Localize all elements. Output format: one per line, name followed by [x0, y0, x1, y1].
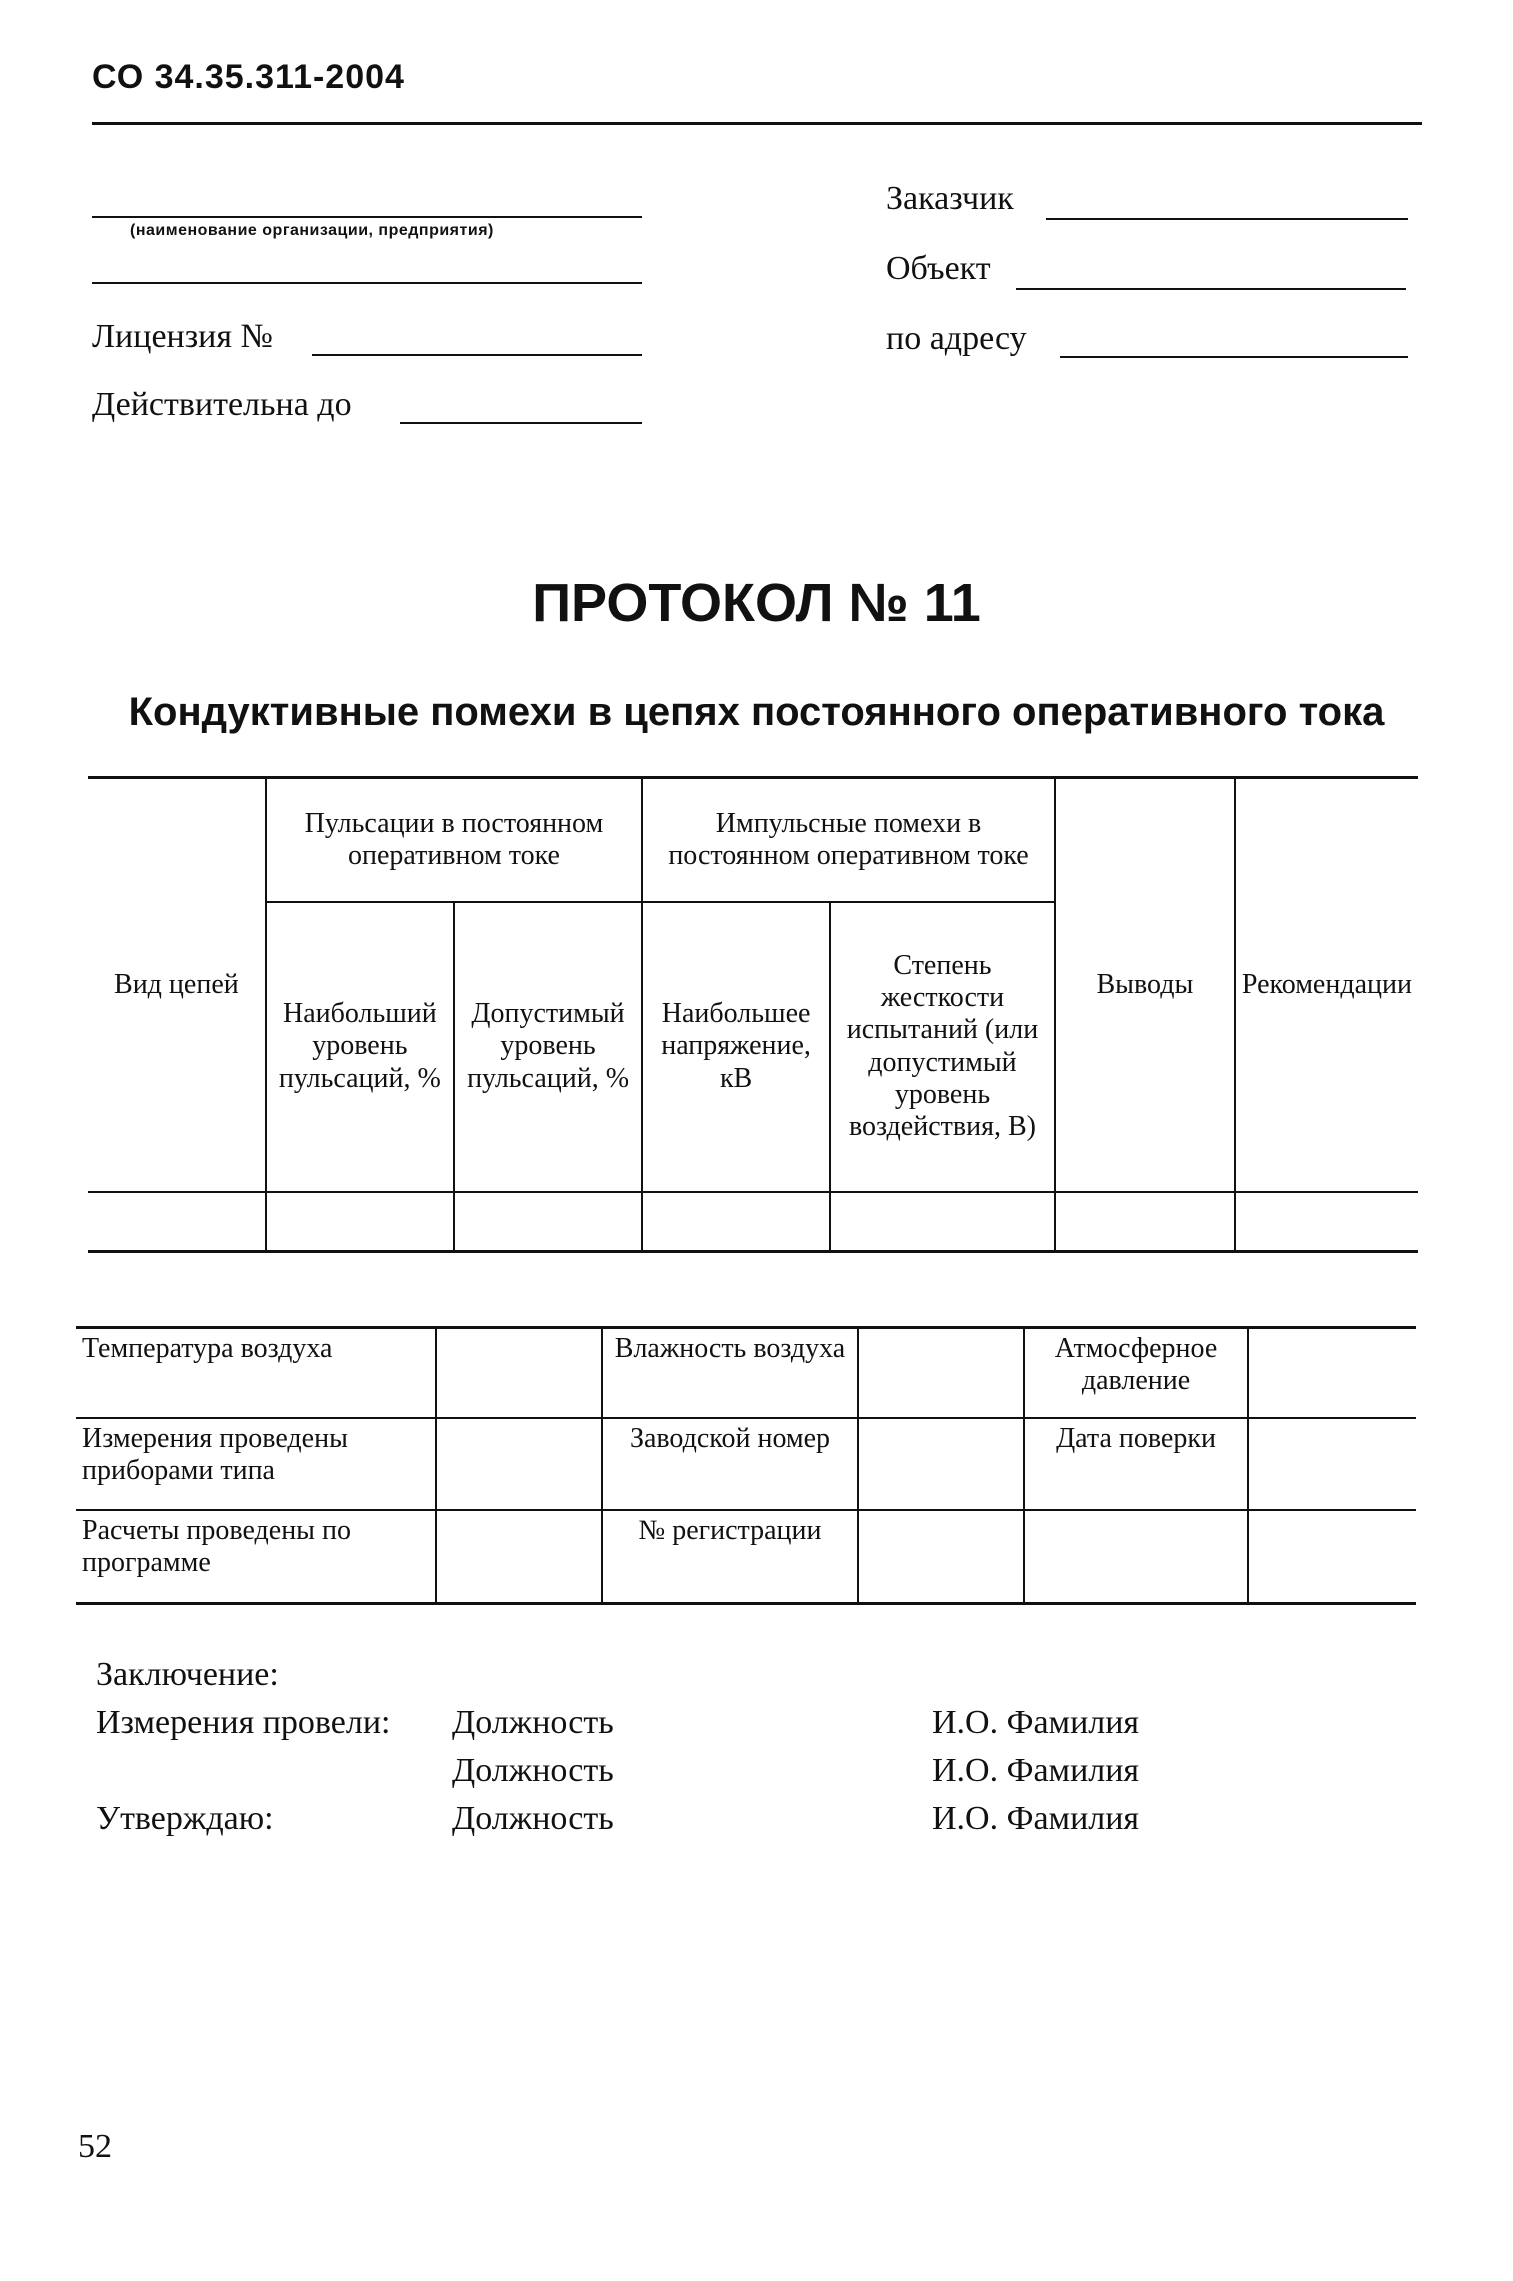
conclusion-label: Заключение:	[96, 1656, 279, 1693]
instruments-label: Измерения проведены приборами типа	[76, 1418, 436, 1510]
protocol-subtitle: Кондуктивные помехи в цепях постоянного оперативного тока	[128, 690, 1385, 734]
humidity-value	[858, 1328, 1024, 1418]
customer-line	[1046, 218, 1408, 220]
position-2: Должность	[452, 1752, 614, 1789]
table-cell	[88, 1192, 266, 1252]
license-line	[312, 354, 642, 356]
col-allowed-ripple: Допустимый уровень пульсаций, %	[454, 902, 642, 1192]
registration-label: № регистрации	[602, 1510, 858, 1604]
address-line	[1060, 356, 1408, 358]
calc-program-label: Расчеты проведены по программе	[76, 1510, 436, 1604]
valid-until-line	[400, 422, 642, 424]
serial-number-label: Заводской номер	[602, 1418, 858, 1510]
col-circuit-type: Вид цепей	[88, 778, 266, 1192]
pressure-label: Атмосферное давление	[1024, 1328, 1248, 1418]
position-1: Должность	[452, 1704, 614, 1741]
calc-program-value	[436, 1510, 602, 1604]
approve-label: Утверждаю:	[96, 1800, 274, 1837]
table-cell	[1248, 1510, 1416, 1604]
org-name-line	[92, 216, 642, 218]
col-severity: Степень жесткости испытаний (или допустимый уровень воздействия, В)	[830, 902, 1055, 1192]
name-3: И.О. Фамилия	[932, 1800, 1140, 1837]
table-cell	[1024, 1510, 1248, 1604]
table-cell	[1055, 1192, 1235, 1252]
valid-until-label: Действительна до	[92, 386, 352, 423]
table-cell	[266, 1192, 454, 1252]
registration-value	[858, 1510, 1024, 1604]
org-name-line-2	[92, 282, 642, 284]
air-temperature-value	[436, 1328, 602, 1418]
col-recommendations: Рекомендации	[1235, 778, 1418, 1192]
conditions-table	[76, 1326, 1416, 1605]
col-conclusions: Выводы	[1055, 778, 1235, 1192]
license-label: Лицензия №	[92, 318, 273, 355]
table-cell	[454, 1192, 642, 1252]
name-2: И.О. Фамилия	[932, 1752, 1140, 1789]
calibration-date-label: Дата поверки	[1024, 1418, 1248, 1510]
customer-label: Заказчик	[886, 180, 1014, 217]
table-cell	[1235, 1192, 1418, 1252]
header-rule	[92, 122, 1422, 125]
group-ripple: Пульсации в постоянном оперативном токе	[266, 778, 642, 902]
page-number: 52	[78, 2128, 112, 2165]
col-max-ripple: Наибольший уровень пульсаций, %	[266, 902, 454, 1192]
position-3: Должность	[452, 1800, 614, 1837]
serial-number-value	[858, 1418, 1024, 1510]
org-name-caption: (наименование организации, предприятия)	[130, 222, 494, 239]
group-impulse: Импульсные помехи в постоянном оперативном токе	[642, 778, 1055, 902]
object-line	[1016, 288, 1406, 290]
table-row	[88, 1192, 1418, 1252]
measured-by-label: Измерения провели:	[96, 1704, 391, 1741]
interference-table	[88, 776, 1418, 1253]
object-label: Объект	[886, 250, 991, 287]
name-1: И.О. Фамилия	[932, 1704, 1140, 1741]
address-label: по адресу	[886, 320, 1027, 357]
table-cell	[830, 1192, 1055, 1252]
pressure-value	[1248, 1328, 1416, 1418]
air-temperature-label: Температура воздуха	[76, 1328, 436, 1418]
instruments-value	[436, 1418, 602, 1510]
col-max-voltage: Наибольшее напряжение, кВ	[642, 902, 830, 1192]
table-cell	[642, 1192, 830, 1252]
humidity-label: Влажность воздуха	[602, 1328, 858, 1418]
protocol-title: ПРОТОКОЛ № 11	[532, 573, 981, 633]
document-code: СО 34.35.311-2004	[92, 58, 405, 96]
calibration-date-value	[1248, 1418, 1416, 1510]
